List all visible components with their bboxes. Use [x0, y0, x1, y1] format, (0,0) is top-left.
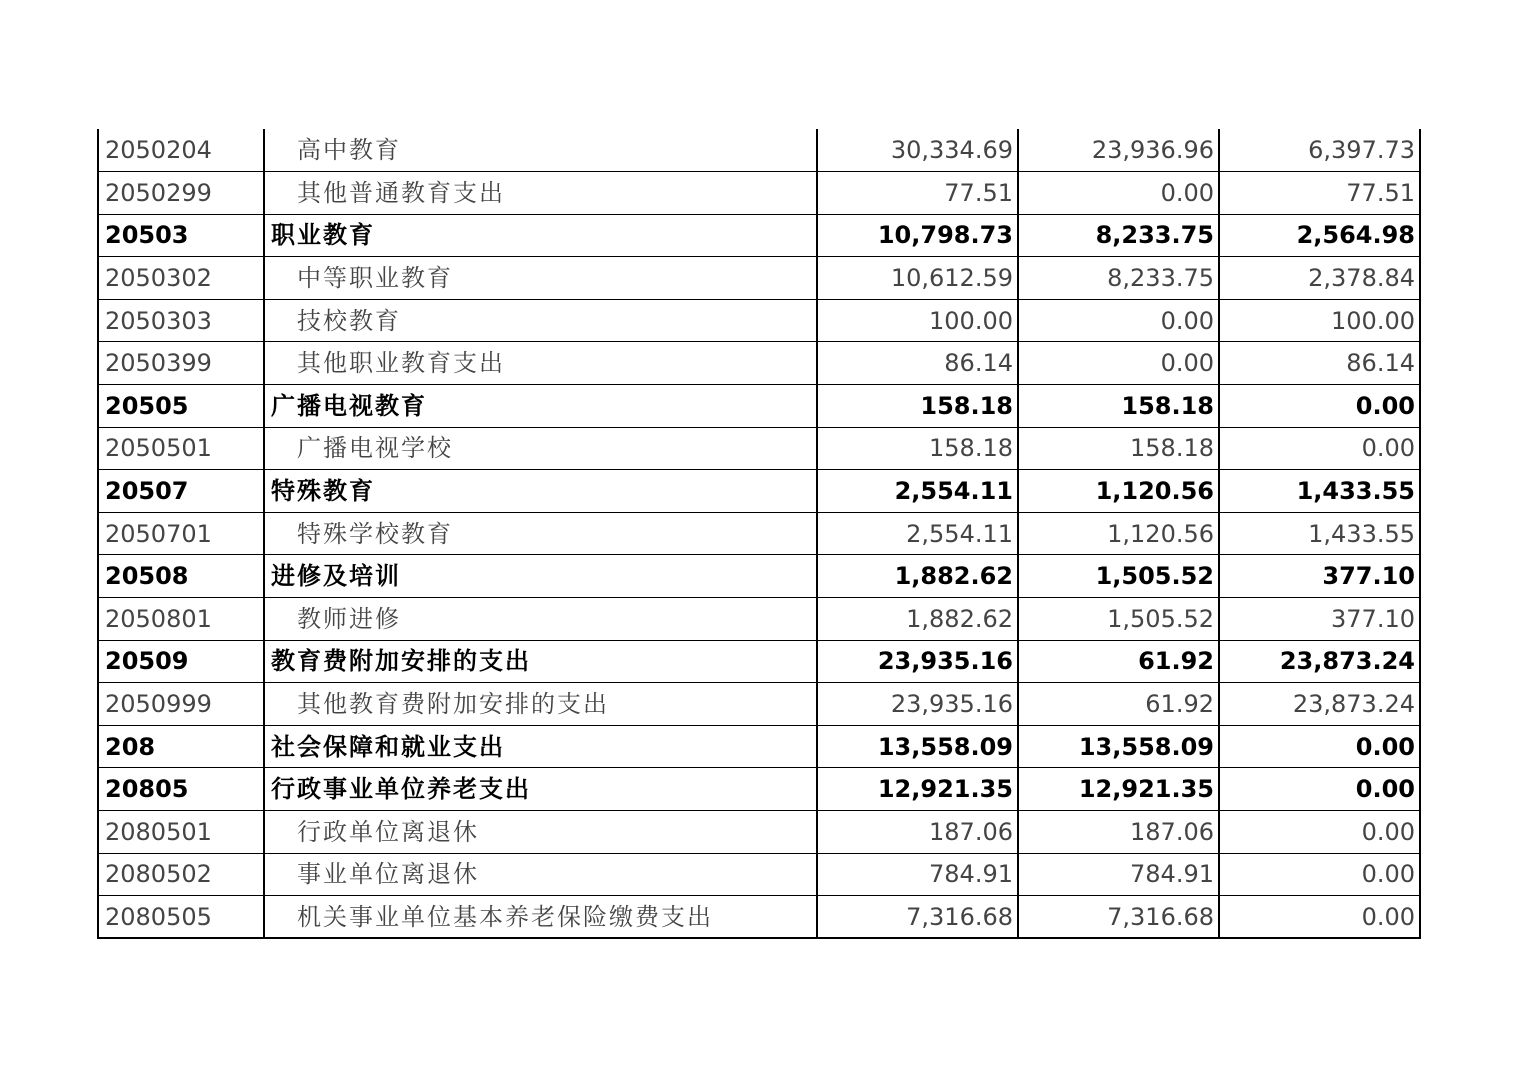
basic-amount: 1,505.52 [1018, 555, 1219, 598]
subject-name: 行政事业单位养老支出 [264, 768, 817, 811]
project-amount: 0.00 [1219, 896, 1420, 939]
project-amount: 6,397.73 [1219, 129, 1420, 172]
subject-name: 其他教育费附加安排的支出 [264, 683, 817, 726]
project-amount: 1,433.55 [1219, 512, 1420, 555]
basic-amount: 7,316.68 [1018, 896, 1219, 939]
subject-name: 广播电视学校 [264, 427, 817, 470]
project-amount: 77.51 [1219, 172, 1420, 215]
table-row [98, 853, 1420, 896]
project-amount: 377.10 [1219, 555, 1420, 598]
subject-code: 20503 [98, 214, 264, 257]
total-amount: 2,554.11 [817, 470, 1018, 513]
table-row [98, 172, 1420, 215]
basic-amount: 8,233.75 [1018, 257, 1219, 300]
total-amount: 784.91 [817, 853, 1018, 896]
total-amount: 2,554.11 [817, 512, 1018, 555]
total-amount: 23,935.16 [817, 640, 1018, 683]
basic-amount: 23,936.96 [1018, 129, 1219, 172]
subject-code: 2050501 [98, 427, 264, 470]
basic-amount: 0.00 [1018, 172, 1219, 215]
total-amount: 1,882.62 [817, 598, 1018, 641]
table-row [98, 768, 1420, 811]
total-amount: 10,798.73 [817, 214, 1018, 257]
subject-name: 事业单位离退休 [264, 853, 817, 896]
subject-name: 技校教育 [264, 299, 817, 342]
basic-amount: 187.06 [1018, 811, 1219, 854]
subject-name: 特殊学校教育 [264, 512, 817, 555]
basic-amount: 1,120.56 [1018, 470, 1219, 513]
subject-code: 2050204 [98, 129, 264, 172]
total-amount: 13,558.09 [817, 725, 1018, 768]
table-row [98, 214, 1420, 257]
total-amount: 158.18 [817, 427, 1018, 470]
project-amount: 0.00 [1219, 725, 1420, 768]
total-amount: 86.14 [817, 342, 1018, 385]
subject-code: 2050399 [98, 342, 264, 385]
table-row [98, 555, 1420, 598]
table-row [98, 896, 1420, 939]
total-amount: 158.18 [817, 385, 1018, 428]
basic-amount: 784.91 [1018, 853, 1219, 896]
subject-code: 20805 [98, 768, 264, 811]
table-row [98, 683, 1420, 726]
subject-name: 中等职业教育 [264, 257, 817, 300]
basic-amount: 1,505.52 [1018, 598, 1219, 641]
total-amount: 77.51 [817, 172, 1018, 215]
project-amount: 23,873.24 [1219, 640, 1420, 683]
basic-amount: 0.00 [1018, 342, 1219, 385]
subject-code: 2080505 [98, 896, 264, 939]
basic-amount: 0.00 [1018, 299, 1219, 342]
subject-code: 2050302 [98, 257, 264, 300]
subject-code: 2080501 [98, 811, 264, 854]
project-amount: 0.00 [1219, 853, 1420, 896]
subject-name: 特殊教育 [264, 470, 817, 513]
subject-code: 2080502 [98, 853, 264, 896]
table-row [98, 385, 1420, 428]
table-row [98, 811, 1420, 854]
subject-name: 行政单位离退休 [264, 811, 817, 854]
subject-code: 208 [98, 725, 264, 768]
table-row [98, 257, 1420, 300]
project-amount: 0.00 [1219, 811, 1420, 854]
subject-name: 教育费附加安排的支出 [264, 640, 817, 683]
table-row [98, 640, 1420, 683]
project-amount: 23,873.24 [1219, 683, 1420, 726]
subject-name: 高中教育 [264, 129, 817, 172]
subject-name: 其他职业教育支出 [264, 342, 817, 385]
subject-code: 2050999 [98, 683, 264, 726]
basic-amount: 1,120.56 [1018, 512, 1219, 555]
project-amount: 1,433.55 [1219, 470, 1420, 513]
subject-code: 2050299 [98, 172, 264, 215]
basic-amount: 158.18 [1018, 427, 1219, 470]
project-amount: 2,378.84 [1219, 257, 1420, 300]
basic-amount: 8,233.75 [1018, 214, 1219, 257]
table-row [98, 427, 1420, 470]
subject-name: 其他普通教育支出 [264, 172, 817, 215]
project-amount: 377.10 [1219, 598, 1420, 641]
total-amount: 30,334.69 [817, 129, 1018, 172]
subject-code: 2050303 [98, 299, 264, 342]
total-amount: 187.06 [817, 811, 1018, 854]
subject-name: 机关事业单位基本养老保险缴费支出 [264, 896, 817, 939]
total-amount: 7,316.68 [817, 896, 1018, 939]
table-row [98, 512, 1420, 555]
project-amount: 86.14 [1219, 342, 1420, 385]
subject-code: 20505 [98, 385, 264, 428]
subject-code: 20507 [98, 470, 264, 513]
project-amount: 2,564.98 [1219, 214, 1420, 257]
table-row [98, 470, 1420, 513]
table-body [98, 129, 1420, 938]
total-amount: 1,882.62 [817, 555, 1018, 598]
project-amount: 0.00 [1219, 768, 1420, 811]
basic-amount: 61.92 [1018, 683, 1219, 726]
total-amount: 10,612.59 [817, 257, 1018, 300]
subject-name: 教师进修 [264, 598, 817, 641]
total-amount: 12,921.35 [817, 768, 1018, 811]
total-amount: 23,935.16 [817, 683, 1018, 726]
subject-name: 广播电视教育 [264, 385, 817, 428]
basic-amount: 12,921.35 [1018, 768, 1219, 811]
basic-amount: 13,558.09 [1018, 725, 1219, 768]
subject-code: 20508 [98, 555, 264, 598]
subject-name: 职业教育 [264, 214, 817, 257]
table-row [98, 725, 1420, 768]
project-amount: 100.00 [1219, 299, 1420, 342]
expenditure-table [97, 129, 1421, 939]
table-row [98, 598, 1420, 641]
subject-code: 2050801 [98, 598, 264, 641]
subject-name: 进修及培训 [264, 555, 817, 598]
table-row [98, 342, 1420, 385]
basic-amount: 61.92 [1018, 640, 1219, 683]
subject-code: 2050701 [98, 512, 264, 555]
subject-code: 20509 [98, 640, 264, 683]
project-amount: 0.00 [1219, 427, 1420, 470]
project-amount: 0.00 [1219, 385, 1420, 428]
table-row [98, 299, 1420, 342]
table-row [98, 129, 1420, 172]
subject-name: 社会保障和就业支出 [264, 725, 817, 768]
total-amount: 100.00 [817, 299, 1018, 342]
basic-amount: 158.18 [1018, 385, 1219, 428]
